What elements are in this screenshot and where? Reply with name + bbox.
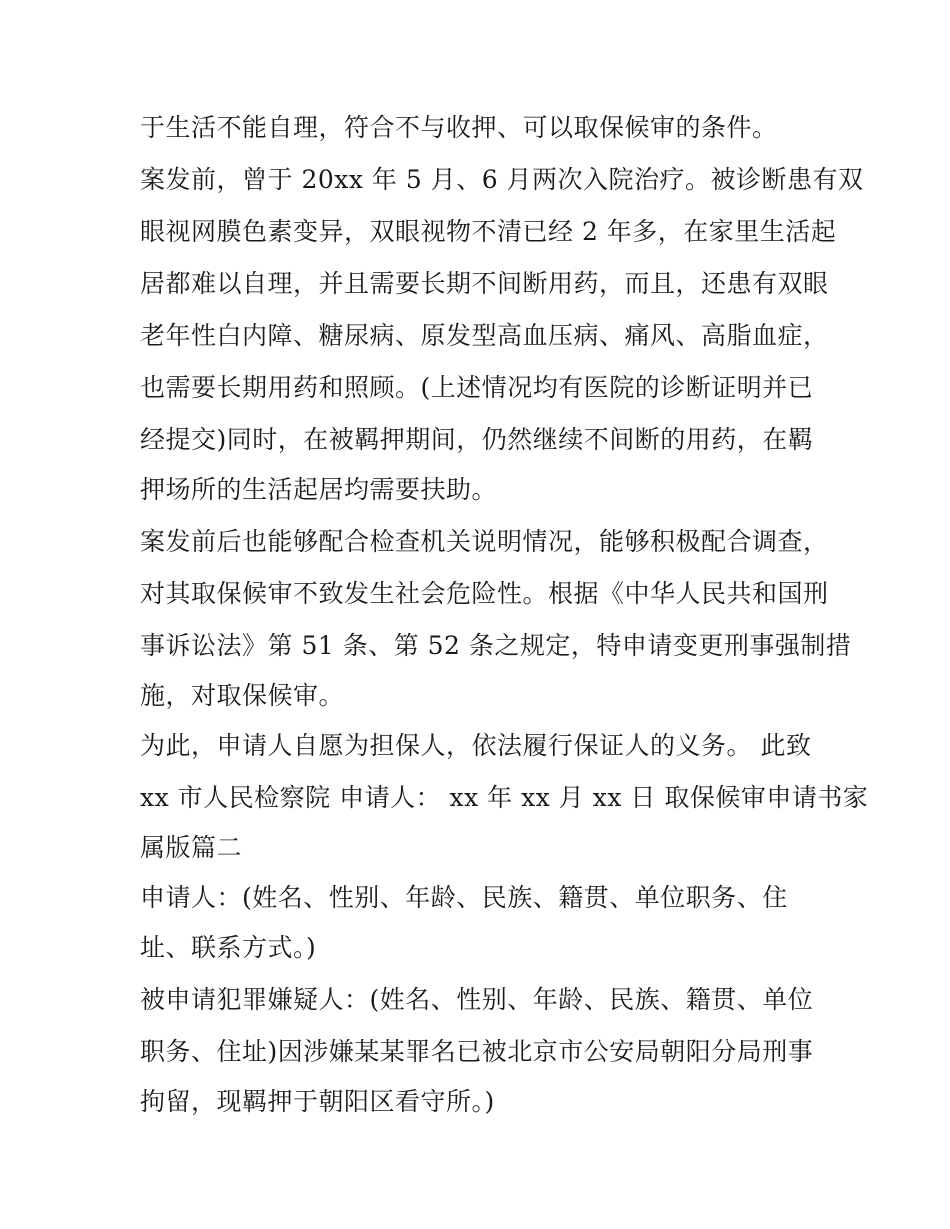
text-line-14: xx 市人民检察院 申请人： xx 年 xx 月 xx 日 取保候审申请书家: [140, 783, 869, 812]
text-line-15: 属版篇二: [140, 833, 243, 862]
text-line-5: 老年性白内障、糖尿病、原发型高血压病、痛风、高脂血症，: [140, 321, 829, 350]
text-line-9: 案发前后也能够配合检查机关说明情况，能够积极配合调查，: [140, 527, 829, 556]
text-line-3: 眼视网膜色素变异，双眼视物不清已经 2 年多，在家里生活起: [140, 217, 837, 246]
text-line-17: 址、联系方式。): [140, 933, 317, 962]
text-line-4: 居都难以自理，并且需要长期不间断用药，而且，还患有双眼: [140, 269, 829, 298]
text-line-10: 对其取保候审不致发生社会危险性。根据《中华人民共和国刑: [140, 579, 829, 608]
text-line-20: 拘留，现羁押于朝阳区看守所。): [140, 1087, 495, 1116]
text-line-12: 施，对取保候审。: [140, 681, 345, 710]
text-line-19: 职务、住址)因涉嫌某某罪名已被北京市公安局朝阳分局刑事: [140, 1037, 814, 1066]
text-line-6: 也需要长期用药和照顾。(上述情况均有医院的诊断证明并已: [140, 373, 814, 402]
text-line-1: 于生活不能自理，符合不与收押、可以取保候审的条件。: [140, 113, 778, 142]
text-line-11: 事诉讼法》第 51 条、第 52 条之规定，特申请变更刑事强制措: [140, 631, 852, 660]
text-line-13: 为此，申请人自愿为担保人，依法履行保证人的义务。 此致: [140, 731, 812, 760]
text-line-2: 案发前，曾于 20xx 年 5 月、6 月两次入院治疗。被诊断患有双: [140, 165, 864, 194]
text-line-16: 申请人：(姓名、性别、年龄、民族、籍贯、单位职务、住: [140, 883, 788, 912]
text-line-18: 被申请犯罪嫌疑人：(姓名、性别、年龄、民族、籍贯、单位: [140, 985, 814, 1014]
text-line-8: 押场所的生活起居均需要扶助。: [140, 475, 498, 504]
text-line-7: 经提交)同时，在被羁押期间，仍然继续不间断的用药，在羁: [140, 425, 814, 454]
